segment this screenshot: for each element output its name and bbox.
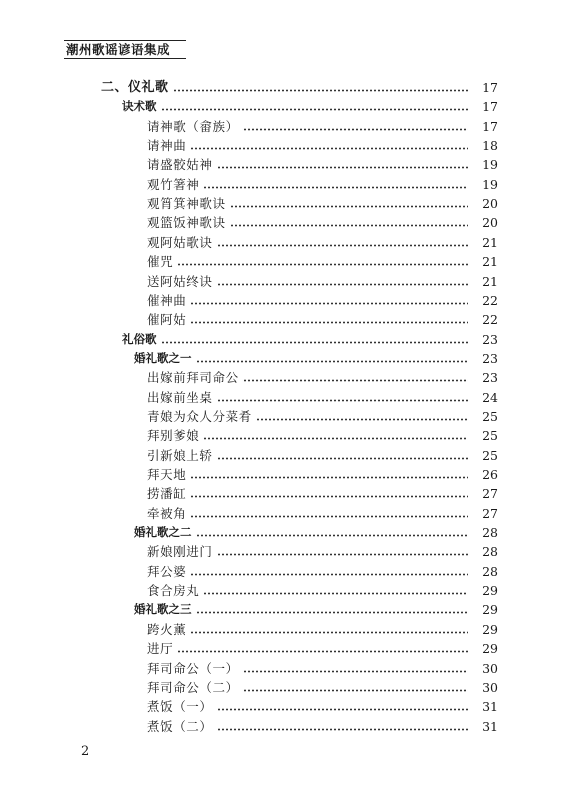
toc-entry-page: 27 — [482, 486, 498, 502]
toc-entry-page: 17 — [482, 118, 498, 134]
toc-dot-leader — [196, 349, 469, 368]
toc-dot-leader — [190, 136, 468, 155]
toc-entry-title: 观筲箕神歌诀 — [147, 196, 226, 212]
toc-entry[interactable] — [0, 368, 567, 387]
toc-dot-leader — [243, 659, 468, 678]
toc-entry-page: 22 — [482, 292, 498, 308]
toc-entry-title: 催神曲 — [147, 292, 187, 308]
toc-entry-page: 20 — [482, 196, 498, 212]
toc-entry[interactable] — [0, 465, 567, 484]
toc-entry[interactable] — [0, 175, 567, 194]
toc-entry-page: 29 — [482, 621, 498, 637]
toc-dot-leader — [161, 330, 469, 349]
toc-entry-title: 出嫁前坐桌 — [147, 389, 213, 405]
toc-entry-page: 23 — [482, 350, 498, 366]
toc-entry[interactable] — [0, 600, 567, 619]
toc-dot-leader — [217, 542, 468, 561]
toc-entry-title: 捞潘缸 — [147, 486, 187, 502]
toc-dot-leader — [256, 407, 468, 426]
toc-entry-page: 17 — [482, 99, 498, 115]
toc-entry-title: 拜司命公（一） — [147, 660, 239, 676]
toc-entry[interactable] — [0, 639, 567, 658]
toc-entry[interactable] — [0, 252, 567, 271]
toc-dot-leader — [177, 639, 468, 658]
toc-dot-leader — [203, 426, 468, 445]
toc-entry[interactable] — [0, 213, 567, 232]
toc-entry-title: 婚礼歌之一 — [134, 350, 192, 365]
running-header — [64, 40, 186, 59]
toc-dot-leader — [190, 310, 468, 329]
toc-entry[interactable] — [0, 155, 567, 174]
toc-entry[interactable] — [0, 388, 567, 407]
toc-entry[interactable] — [0, 117, 567, 136]
toc-entry-title: 牵被角 — [147, 505, 187, 521]
toc-entry-title: 礼俗歌 — [122, 331, 157, 346]
toc-entry-title: 催阿姑 — [147, 312, 187, 328]
toc-entry[interactable] — [0, 523, 567, 542]
toc-entry-title: 观篮饭神歌诀 — [147, 215, 226, 231]
toc-entry-page: 28 — [482, 525, 498, 541]
toc-entry[interactable] — [0, 659, 567, 678]
toc-entry-page: 25 — [482, 408, 498, 424]
toc-entry[interactable] — [0, 717, 567, 736]
toc-entry[interactable] — [0, 426, 567, 445]
toc-entry-title: 食合房丸 — [147, 583, 200, 599]
toc-dot-leader — [190, 484, 468, 503]
toc-entry-title: 出嫁前拜司命公 — [147, 370, 239, 386]
toc-entry[interactable] — [0, 330, 567, 349]
toc-entry-page: 21 — [482, 234, 498, 250]
toc-dot-leader — [177, 252, 468, 271]
toc-entry[interactable] — [0, 562, 567, 581]
toc-entry-page: 31 — [482, 718, 498, 734]
toc-entry-page: 20 — [482, 215, 498, 231]
toc-entry-title: 观竹箸神 — [147, 176, 200, 192]
toc-entry-title: 诀术歌 — [122, 99, 157, 114]
toc-dot-leader — [190, 562, 468, 581]
toc-entry-title: 拜公婆 — [147, 563, 187, 579]
toc-entry-page: 28 — [482, 563, 498, 579]
toc-entry-page: 26 — [482, 467, 498, 482]
toc-entry[interactable] — [0, 446, 567, 465]
toc-entry[interactable] — [0, 233, 567, 252]
toc-entry-title: 请神曲 — [147, 138, 187, 154]
toc-entry-title: 请神歌（畲族） — [147, 118, 239, 134]
toc-entry[interactable] — [0, 678, 567, 697]
toc-dot-leader — [161, 97, 469, 116]
toc-entry-page: 24 — [482, 389, 498, 405]
toc-entry-title: 引新娘上轿 — [147, 447, 213, 463]
toc-entry[interactable] — [0, 136, 567, 155]
toc-entry-title: 新娘刚进门 — [147, 544, 213, 560]
toc-entry-title: 请盛骹姑神 — [147, 157, 213, 173]
toc-dot-leader — [217, 272, 468, 291]
toc-entry-title: 拜别爹娘 — [147, 428, 200, 444]
toc-entry-page: 28 — [482, 544, 498, 560]
toc-dot-leader — [217, 388, 468, 407]
toc-dot-leader — [243, 117, 468, 136]
toc-entry-page: 30 — [482, 679, 498, 695]
toc-entry[interactable] — [0, 194, 567, 213]
toc-entry[interactable] — [0, 581, 567, 600]
toc-entry-page: 23 — [482, 331, 498, 347]
toc-entry-page: 17 — [482, 80, 498, 95]
toc-entry-page: 22 — [482, 312, 498, 328]
toc-dot-leader — [217, 155, 468, 174]
toc-entry-page: 19 — [482, 157, 498, 173]
toc-entry-page: 30 — [482, 660, 498, 676]
toc-entry-page: 25 — [482, 428, 498, 444]
toc-dot-leader — [243, 678, 468, 697]
toc-entry-page: 31 — [482, 699, 498, 715]
toc-entry-title: 煮饭（二） — [147, 718, 213, 734]
toc-entry[interactable] — [0, 349, 567, 368]
toc-dot-leader — [217, 233, 468, 252]
toc-dot-leader — [190, 620, 468, 639]
toc-entry-title: 进厅 — [147, 641, 174, 657]
toc-entry-title: 催咒 — [147, 254, 174, 270]
toc-entry-page: 29 — [482, 602, 498, 618]
book-title: 潮州歌谣谚语集成 — [66, 42, 171, 57]
toc-dot-leader — [203, 581, 468, 600]
toc-entry-page: 25 — [482, 447, 498, 463]
toc-entry-title: 婚礼歌之二 — [134, 525, 192, 540]
toc-entry-title: 二、仪礼歌 — [101, 80, 169, 95]
toc-dot-leader — [190, 291, 468, 310]
toc-entry[interactable] — [0, 484, 567, 503]
toc-dot-leader — [190, 465, 468, 484]
toc-dot-leader — [230, 213, 468, 232]
toc-entry-title: 观阿姑歌诀 — [147, 234, 213, 250]
toc-entry-page: 21 — [482, 254, 498, 270]
toc-entry-page: 23 — [482, 370, 498, 386]
toc-entry[interactable] — [0, 97, 567, 116]
toc-entry[interactable] — [0, 542, 567, 561]
toc-dot-leader — [230, 194, 468, 213]
toc-dot-leader — [173, 78, 468, 97]
toc-dot-leader — [217, 717, 468, 736]
toc-entry-title: 跨火薰 — [147, 621, 187, 637]
toc-entry[interactable] — [0, 272, 567, 291]
toc-dot-leader — [217, 697, 468, 716]
toc-entry-page: 27 — [482, 505, 498, 521]
toc-dot-leader — [203, 175, 468, 194]
toc-entry-title: 婚礼歌之三 — [134, 602, 192, 617]
toc-entry[interactable] — [0, 504, 567, 523]
toc-dot-leader — [243, 368, 468, 387]
toc-dot-leader — [190, 504, 468, 523]
toc-entry-page: 19 — [482, 176, 498, 192]
toc-entry[interactable] — [0, 697, 567, 716]
toc-dot-leader — [217, 446, 468, 465]
toc-entry-title: 青娘为众人分菜肴 — [147, 408, 252, 424]
toc-entry-title: 拜司命公（二） — [147, 679, 239, 695]
toc-dot-leader — [196, 600, 469, 619]
toc-entry-title: 送阿姑终诀 — [147, 273, 213, 289]
toc-entry-title: 煮饭（一） — [147, 699, 213, 715]
toc-entry-page: 29 — [482, 641, 498, 657]
toc-entry[interactable] — [0, 407, 567, 426]
page-number: 2 — [81, 744, 90, 759]
toc-entry[interactable] — [0, 310, 567, 329]
toc-entry-page: 18 — [482, 138, 498, 154]
toc-dot-leader — [196, 523, 469, 542]
toc-entry-page: 29 — [482, 583, 498, 599]
toc-entry-title: 拜天地 — [147, 467, 187, 482]
toc-entry[interactable] — [0, 78, 567, 97]
toc-entry-page: 21 — [482, 273, 498, 289]
toc-entry[interactable] — [0, 291, 567, 310]
toc-entry[interactable] — [0, 620, 567, 639]
